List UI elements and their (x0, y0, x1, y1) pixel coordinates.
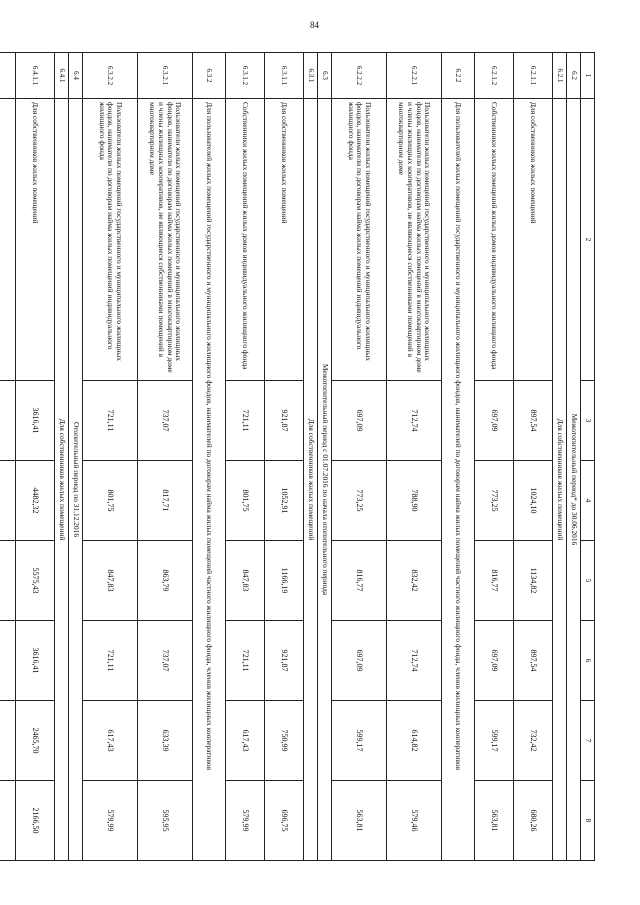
row-number: 6.3.2.1 (138, 53, 193, 99)
row-number: 6.3 (318, 53, 332, 99)
table-row (69, 53, 83, 861)
tariff-value: 563,81 (475, 781, 514, 861)
tariff-value: 816,77 (332, 541, 387, 621)
tariff-value: 773,25 (475, 461, 514, 541)
tariff-value: 897,54 (514, 381, 553, 461)
tariff-value: 921,87 (265, 621, 304, 701)
tariff-value: 1134,82 (514, 541, 553, 621)
table-row (553, 53, 567, 861)
tariff-value: 721,11 (226, 621, 265, 701)
tariff-value: 712,74 (387, 621, 442, 701)
row-description (0, 99, 16, 381)
row-number: 6.2.1.2 (475, 53, 514, 99)
tariff-value: 801,75 (226, 461, 265, 541)
tariff-value: 1024,10 (514, 461, 553, 541)
row-number: 6.2.1 (553, 53, 567, 99)
tariff-value: 2166,50 (16, 781, 55, 861)
column-number: 5 (581, 541, 595, 621)
tariff-value: 921,87 (265, 381, 304, 461)
tariff-value: 832,42 (387, 541, 442, 621)
tariff-value: 721,11 (226, 381, 265, 461)
tariff-value: 579,46 (387, 781, 442, 861)
tariff-value: 4482,32 (16, 461, 55, 541)
table-row (193, 53, 226, 861)
column-number: 7 (581, 701, 595, 781)
table-row (318, 53, 332, 861)
tariff-value: 817,71 (138, 461, 193, 541)
row-description: Для собственников жилых помещений (514, 99, 553, 381)
tariff-value: 737,07 (138, 621, 193, 701)
tariff-value: 732,42 (514, 701, 553, 781)
tariff-value: 697,09 (475, 621, 514, 701)
tariff-value (0, 381, 16, 461)
row-description: Пользователи жилых помещений государственного и муниципального жилищных фондов, наниматели по договорам найма жилых помещений индивидуального жилищного фонда (83, 99, 138, 381)
tariff-value: 3616,41 (16, 381, 55, 461)
row-description: Для собственников жилых помещений (553, 99, 567, 861)
table-row (387, 53, 442, 861)
row-description: Пользователи жилых помещений государственного и муниципального жилищных фондов, наниматели по договорам найма жилых помещений в многоквартирном доме и члены жилищных кооперативов, не являющиеся собственниками помещений в многоквартирном доме (387, 99, 442, 381)
tariff-value: 773,25 (332, 461, 387, 541)
table-row (55, 53, 69, 861)
row-description: Для собственников жилых помещений (55, 99, 69, 861)
tariff-value: 816,77 (475, 541, 514, 621)
row-description: Межотопительный период* до 30.06.2016 (567, 99, 581, 861)
tariff-value: 847,83 (83, 541, 138, 621)
tariff-value: 633,39 (138, 701, 193, 781)
tariff-value: 579,99 (226, 781, 265, 861)
table-row (475, 53, 514, 861)
tariff-value: 801,75 (83, 461, 138, 541)
tariff-value: 563,81 (332, 781, 387, 861)
row-number: 6.2.2 (442, 53, 475, 99)
tariff-value: 737,07 (138, 381, 193, 461)
column-number: 6 (581, 621, 595, 701)
tariff-value: 1166,19 (265, 541, 304, 621)
tariff-value (0, 701, 16, 781)
tariff-value: 599,17 (332, 701, 387, 781)
table-row (16, 53, 55, 861)
tariff-value: 2465,70 (16, 701, 55, 781)
row-description: Собственники жилых помещений жилых домов индивидуального жилищного фонда (226, 99, 265, 381)
table-row (138, 53, 193, 861)
row-description: Для собственников жилых помещений (304, 99, 318, 861)
tariff-value: 5575,43 (16, 541, 55, 621)
row-number: 6.3.2.2 (83, 53, 138, 99)
tariff-value: 1052,91 (265, 461, 304, 541)
row-number: 6.2 (567, 53, 581, 99)
tariff-value (0, 621, 16, 701)
row-description: Отопительный период по 31.12.2016 (69, 99, 83, 861)
tariff-value (0, 541, 16, 621)
table-row (567, 53, 581, 861)
tariff-table (0, 52, 595, 861)
row-number: 6.2.2.2 (332, 53, 387, 99)
row-number: 6.3.1 (304, 53, 318, 99)
tariff-value: 579,99 (83, 781, 138, 861)
column-number: 1 (581, 53, 595, 99)
row-number (0, 53, 16, 99)
tariff-value: 617,43 (83, 701, 138, 781)
tariff-value: 680,26 (514, 781, 553, 861)
tariff-value (0, 781, 16, 861)
row-number: 6.2.1.1 (514, 53, 553, 99)
page-number: 84 (310, 20, 319, 30)
tariff-value: 897,54 (514, 621, 553, 701)
column-number-row (581, 53, 595, 861)
row-description: Пользователи жилых помещений государственного и муниципального жилищных фондов, наниматели по договорам найма жилых помещений индивидуального жилищного фонда (332, 99, 387, 381)
table-row (83, 53, 138, 861)
row-number: 6.4.1 (55, 53, 69, 99)
tariff-value: 697,09 (332, 381, 387, 461)
tariff-value: 697,09 (332, 621, 387, 701)
row-number: 6.4.1.1 (16, 53, 55, 99)
row-number: 6.3.1.2 (226, 53, 265, 99)
row-description: Для собственников жилых помещений (265, 99, 304, 381)
table-row (332, 53, 387, 861)
tariff-value (0, 461, 16, 541)
rotated-table-container (30, 52, 595, 860)
table-row (0, 53, 16, 861)
tariff-value: 595,95 (138, 781, 193, 861)
column-number: 3 (581, 381, 595, 461)
tariff-value: 788,90 (387, 461, 442, 541)
tariff-value: 863,79 (138, 541, 193, 621)
table-row (514, 53, 553, 861)
row-number: 6.4 (69, 53, 83, 99)
row-description: Для пользователей жилых помещений государственного и муниципального жилищного фондов, нанимателей по договорам найма жилых помещений частного жилищного фонда, членов жилищных кооперативов (442, 99, 475, 861)
row-description: Для пользователей жилых помещений государственного и муниципального жилищного фондов, нанимателей по договорам найма жилых помещений частного жилищного фонда, членов жилищных кооперативов (193, 99, 226, 861)
column-number: 4 (581, 461, 595, 541)
tariff-value: 721,11 (83, 621, 138, 701)
tariff-value: 721,11 (83, 381, 138, 461)
tariff-value: 614,82 (387, 701, 442, 781)
table-row (226, 53, 265, 861)
tariff-value: 750,99 (265, 701, 304, 781)
tariff-value: 696,75 (265, 781, 304, 861)
row-description: Межотопительный период с 01.07.2016 по начала отопительного периода (318, 99, 332, 861)
table-row (265, 53, 304, 861)
tariff-value: 847,83 (226, 541, 265, 621)
column-number: 8 (581, 781, 595, 861)
tariff-value: 599,17 (475, 701, 514, 781)
column-number: 2 (581, 99, 595, 381)
row-number: 6.3.1.1 (265, 53, 304, 99)
tariff-value: 697,09 (475, 381, 514, 461)
row-description: Собственники жилых помещений жилых домов индивидуального жилищного фонда (475, 99, 514, 381)
row-number: 6.2.2.1 (387, 53, 442, 99)
row-number: 6.3.2 (193, 53, 226, 99)
row-description: Пользователи жилых помещений государственного и муниципального жилищных фондов, наниматели по договорам найма жилых помещений в многоквартирном доме и члены жилищных кооперативов, не являющиеся собственниками помещений в многоквартирном доме (138, 99, 193, 381)
tariff-value: 3616,41 (16, 621, 55, 701)
row-description: Для собственников жилых помещений (16, 99, 55, 381)
tariff-value: 617,43 (226, 701, 265, 781)
table-row (442, 53, 475, 861)
table-row (304, 53, 318, 861)
tariff-value: 712,74 (387, 381, 442, 461)
